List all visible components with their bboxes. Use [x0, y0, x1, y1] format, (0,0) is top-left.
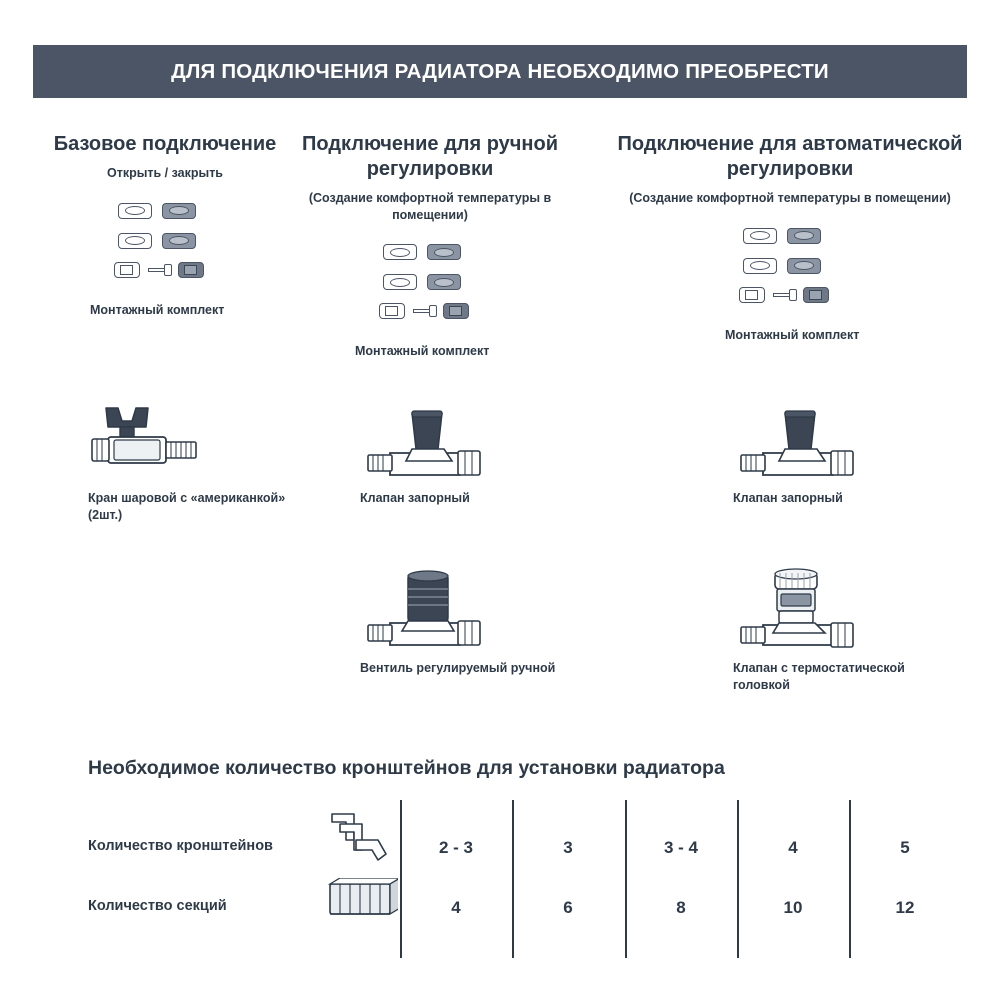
product-shutoff-valve-manual [360, 405, 580, 507]
table-cell-value: 6 [563, 898, 573, 917]
table-cell-value: 8 [676, 898, 686, 917]
product-manual-regulating-valve [360, 565, 590, 677]
product-shutoff-valve-auto [733, 405, 953, 507]
table-divider [625, 800, 627, 958]
bottom-section-title: Необходимое количество кронштейнов для установки радиатора [88, 757, 725, 779]
table-cell-value: 3 [563, 838, 573, 857]
mounting-kit-caption: Монтажный комплект [355, 344, 490, 358]
brackets-table [88, 800, 948, 965]
product-caption: Клапан запорный [360, 491, 470, 505]
ball-valve-icon [88, 405, 208, 490]
column-title: Базовое подключение [53, 133, 277, 155]
table-divider [737, 800, 739, 958]
column-manual-regulation [295, 132, 565, 360]
table-cell-value: 3 - 4 [663, 838, 699, 857]
column-subtitle: Открыть / закрыть [106, 166, 223, 180]
table-divider [400, 800, 402, 958]
column-title: Подключение для автоматической регулировки [617, 133, 963, 180]
table-cell-value: 12 [895, 898, 915, 917]
column-basic-connection [40, 132, 290, 318]
column-automatic-regulation [600, 132, 980, 343]
product-caption: Вентиль регулируемый ручной [360, 661, 556, 675]
shutoff-valve-icon [733, 405, 863, 490]
column-subtitle: (Создание комфортной температуры в помещении) [308, 191, 552, 222]
product-caption: Клапан с термостатической головкой [733, 661, 905, 693]
mounting-kit-icon [735, 225, 845, 317]
table-cell-value: 4 [788, 838, 798, 857]
column-title: Подключение для ручной регулировки [302, 133, 558, 180]
mounting-kit-caption: Монтажный комплект [725, 327, 860, 342]
table-cell-value: 4 [451, 898, 461, 917]
table-cell-value: 2 - 3 [438, 838, 474, 857]
bracket-icon [326, 810, 394, 868]
table-divider [849, 800, 851, 958]
page-title: ДЛЯ ПОДКЛЮЧЕНИЯ РАДИАТОРА НЕОБХОДИМО ПРЕОБРЕСТИ [171, 59, 829, 83]
header-banner [33, 45, 967, 98]
table-row-label-brackets: Количество кронштейнов [88, 838, 273, 854]
product-ball-valve [88, 405, 288, 525]
product-caption: Кран шаровой с «американкой» (2шт.) [88, 491, 286, 523]
column-subtitle: (Создание комфортной температуры в помещении) [629, 191, 951, 205]
table-divider [512, 800, 514, 958]
mounting-kit-icon [110, 200, 220, 292]
radiator-icon [326, 878, 398, 924]
product-thermostatic-valve [733, 565, 963, 695]
shutoff-valve-icon [360, 405, 490, 490]
table-row-label-sections: Количество секций [88, 898, 227, 914]
product-caption: Клапан запорный [733, 491, 843, 505]
mounting-kit-icon [375, 241, 485, 333]
mounting-kit-caption: Монтажный комплект [90, 302, 225, 317]
table-cell-value: 5 [900, 838, 910, 857]
manual-regulating-valve-icon [360, 565, 490, 660]
table-cell-value: 10 [783, 898, 803, 917]
thermostatic-head-valve-icon [733, 565, 863, 660]
